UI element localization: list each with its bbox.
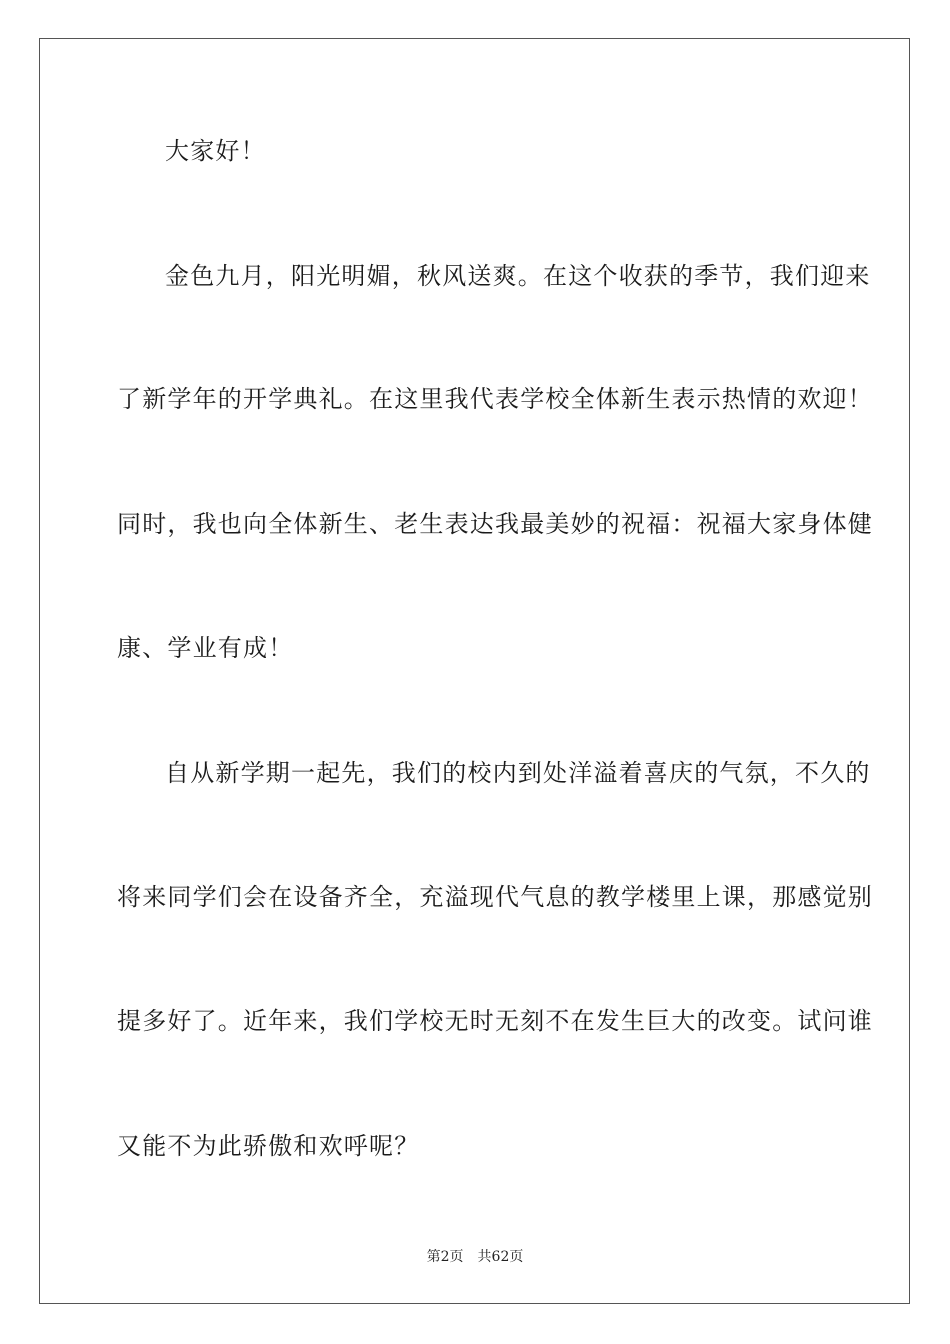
greeting-line: 大家好！: [165, 137, 266, 165]
paragraph-1-line-1: 金色九月，阳光明媚，秋风送爽。在这个收获的季节，我们迎来: [165, 262, 871, 290]
paragraph-2-line-2: 将来同学们会在设备齐全，充溢现代气息的教学楼里上课，那感觉别: [117, 883, 873, 911]
paragraph-1-line-4: 康、学业有成！: [117, 634, 294, 662]
paragraph-1-line-2: 了新学年的开学典礼。在这里我代表学校全体新生表示热情的欢迎！: [117, 385, 873, 413]
page-total: 共62页: [477, 1249, 524, 1265]
page-footer: [0, 1246, 950, 1266]
page-border: [39, 38, 910, 1304]
paragraph-1-line-3: 同时，我也向全体新生、老生表达我最美妙的祝福：祝福大家身体健: [117, 510, 873, 538]
paragraph-2-line-1: 自从新学期一起先，我们的校内到处洋溢着喜庆的气氛，不久的: [165, 759, 871, 787]
paragraph-2-line-3: 提多好了。近年来，我们学校无时无刻不在发生巨大的改变。试问谁: [117, 1007, 873, 1035]
paragraph-2-line-4: 又能不为此骄傲和欢呼呢？: [117, 1132, 420, 1160]
page-number: 第2页: [426, 1249, 464, 1265]
